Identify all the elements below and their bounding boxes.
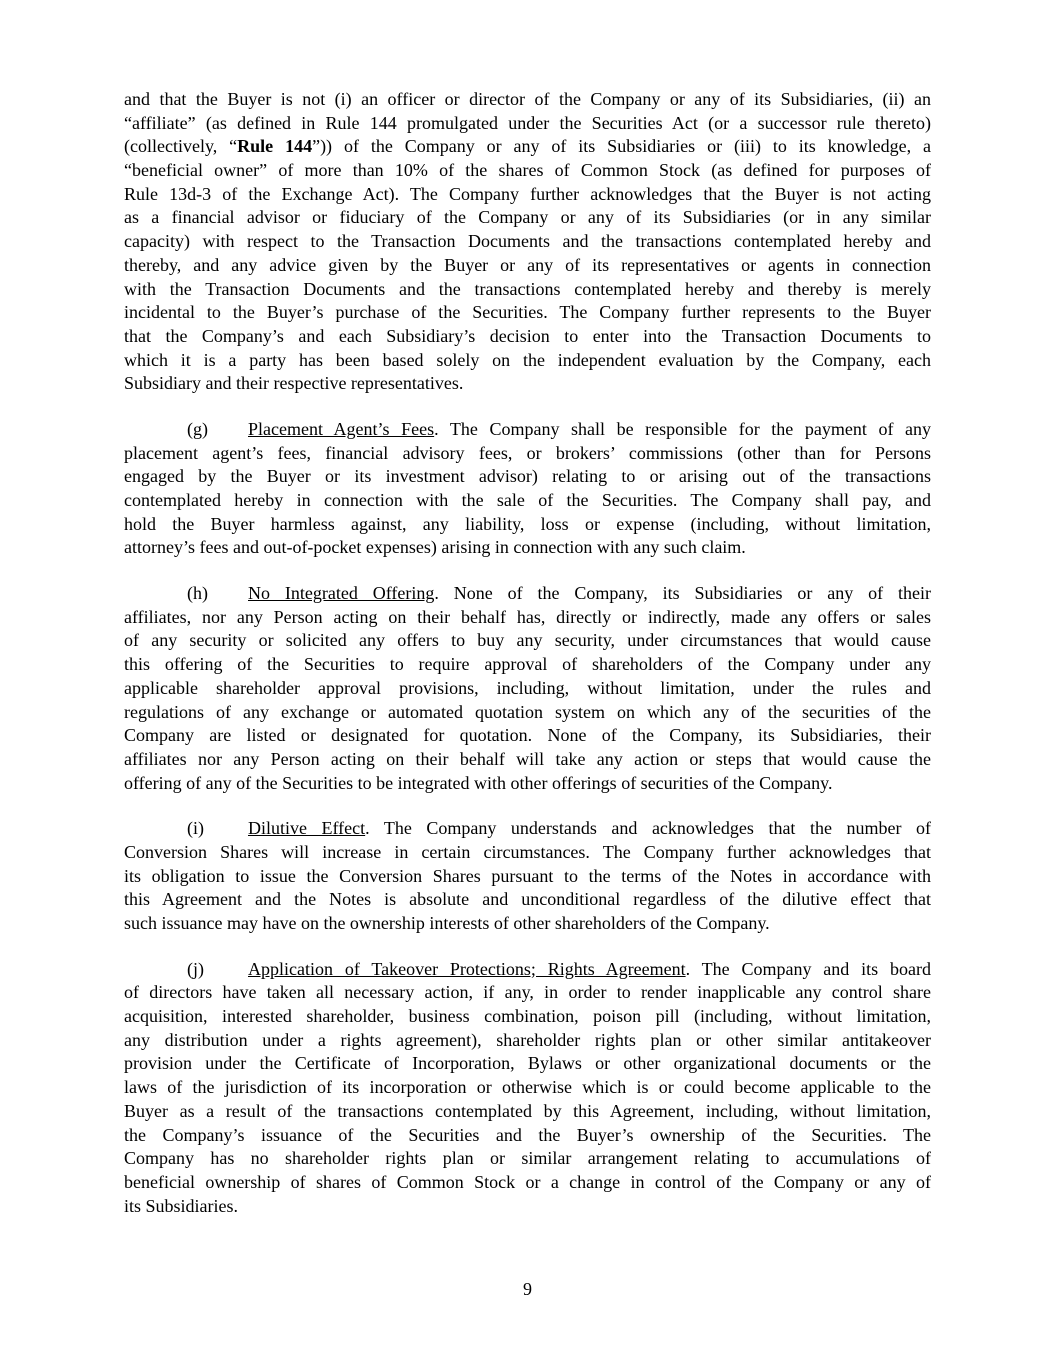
text-line	[124, 1005, 931, 1029]
text-run: laws of the jurisdiction of its incorporation or otherwise which is or could become applicable to the	[124, 1077, 931, 1098]
section-heading: Placement Agent’s Fees	[248, 418, 435, 439]
text-line	[124, 159, 931, 183]
text-run: offering of any of the Securities to be integrated with other offerings of securities of the Company.	[124, 772, 833, 793]
text-line	[124, 677, 931, 701]
text-line	[124, 489, 931, 513]
text-run: any distribution under a rights agreement), shareholder rights plan or other similar antitakeover	[124, 1029, 931, 1050]
section-i	[124, 817, 931, 935]
text-run: affiliates, nor any Person acting on their behalf has, directly or indirectly, made any offers or sales	[124, 606, 931, 627]
text-run: “beneficial owner” of more than 10% of the shares of Common Stock (as defined for purposes of	[124, 160, 931, 181]
text-line	[124, 536, 931, 560]
text-run: placement agent’s fees, financial advisory fees, or brokers’ commissions (other than for Persons	[124, 442, 931, 463]
text-run: . None of the Company, its Subsidiaries or any of their	[434, 583, 931, 604]
text-run: of directors have taken all necessary action, if any, in order to render inapplicable any control share	[124, 982, 931, 1003]
text-line	[124, 1076, 931, 1100]
text-run: and that the Buyer is not (i) an officer or director of the Company or any of its Subsidiaries, (ii) an	[124, 89, 931, 109]
text-run: Company are listed or designated for quotation. None of the Company, its Subsidiaries, their	[124, 725, 931, 746]
text-run: hold the Buyer harmless against, any liability, loss or expense (including, without limitation,	[124, 513, 931, 534]
text-run: Rule 13d-3 of the Exchange Act). The Company further acknowledges that the Buyer is not acting	[124, 183, 931, 204]
text-line	[124, 888, 931, 912]
text-line	[124, 1195, 931, 1219]
text-line	[124, 1052, 931, 1076]
text-line	[124, 817, 931, 841]
paragraph-continuation	[124, 88, 931, 396]
text-run: this Agreement and the Notes is absolute and unconditional regardless of the dilutive effect that	[124, 889, 931, 910]
defined-term: Rule 144	[237, 136, 313, 157]
text-line	[124, 701, 931, 725]
text-line	[124, 981, 931, 1005]
text-run: that the Company’s and each Subsidiary’s decision to enter into the Transaction Documents to	[124, 325, 931, 346]
text-run: the Company’s issuance of the Securities and the Buyer’s ownership of the Securities. The	[124, 1124, 931, 1145]
text-run: attorney’s fees and out-of-pocket expenses) arising in connection with any such claim.	[124, 537, 746, 558]
section-marker: (h)	[187, 583, 208, 604]
text-run: ”)) of the Company or any of its Subsidiaries or (iii) to its knowledge, a	[312, 136, 932, 157]
text-line	[124, 372, 931, 396]
text-run: contemplated hereby in connection with the sale of the Securities. The Company shall pay, and	[124, 490, 931, 510]
text-run: thereby, and any advice given by the Buyer or any of its representatives or agents in connection	[124, 254, 931, 275]
section-heading: Dilutive Effect	[248, 818, 366, 839]
section-marker: (i)	[187, 818, 204, 839]
text-line	[124, 865, 931, 889]
text-run: applicable shareholder approval provisions, including, without limitation, under the rules and	[124, 677, 931, 698]
text-line	[124, 1100, 931, 1124]
text-line	[124, 582, 931, 606]
text-line	[124, 772, 931, 796]
text-line	[124, 254, 931, 278]
text-run: such issuance may have on the ownership interests of other shareholders of the Company.	[124, 913, 770, 933]
text-line	[124, 135, 931, 159]
text-run: Buyer as a result of the transactions contemplated by this Agreement, including, without limitation,	[124, 1100, 931, 1121]
text-line	[124, 325, 931, 349]
text-line	[124, 230, 931, 254]
text-line	[124, 606, 931, 630]
section-marker: (g)	[187, 418, 208, 439]
text-run: beneficial ownership of shares of Common Stock or a change in control of the Company or any of	[124, 1171, 931, 1192]
text-run: Subsidiary and their respective representatives.	[124, 373, 464, 394]
text-run: engaged by the Buyer or its investment advisor) relating to or arising out of the transactions	[124, 466, 931, 487]
text-run: . The Company shall be responsible for the payment of any	[434, 418, 932, 439]
text-run: “affiliate” (as defined in Rule 144 promulgated under the Securities Act (or a successor rule thereto)	[124, 112, 931, 133]
text-line	[124, 1147, 931, 1171]
text-run: with the Transaction Documents and the transactions contemplated hereby and thereby is merely	[124, 278, 931, 299]
text-line	[124, 1124, 931, 1148]
text-run: which it is a party has been based solely on the independent evaluation by the Company, each	[124, 349, 931, 370]
text-line	[124, 513, 931, 537]
section-heading: No Integrated Offering	[248, 583, 435, 604]
text-line	[124, 278, 931, 302]
text-line	[124, 112, 931, 136]
text-run: . The Company and its board	[685, 958, 931, 979]
text-run: Conversion Shares will increase in certain circumstances. The Company further acknowledges that	[124, 841, 931, 862]
text-run: (collectively, “	[124, 136, 238, 157]
text-line	[124, 653, 931, 677]
section-marker: (j)	[187, 958, 204, 979]
document-body	[124, 88, 931, 1240]
text-line	[124, 912, 931, 936]
text-run: provision under the Certificate of Incorporation, Bylaws or other organizational documents or the	[124, 1053, 931, 1074]
section-g	[124, 418, 931, 560]
text-line	[124, 629, 931, 653]
section-h	[124, 582, 931, 795]
text-run: affiliates nor any Person acting on their behalf will take any action or steps that would cause the	[124, 748, 931, 769]
text-line	[124, 724, 931, 748]
text-line	[124, 465, 931, 489]
page-number: 9	[523, 1279, 532, 1299]
text-line	[124, 1029, 931, 1053]
text-line	[124, 841, 931, 865]
text-line	[124, 301, 931, 325]
text-run: this offering of the Securities to require approval of shareholders of the Company under any	[124, 654, 931, 675]
text-run: Company has no shareholder rights plan or similar arrangement relating to accumulations of	[124, 1148, 931, 1169]
text-run: regulations of any exchange or automated quotation system on which any of the securities of the	[124, 701, 931, 722]
text-line	[124, 206, 931, 230]
text-line	[124, 418, 931, 442]
text-run: acquisition, interested shareholder, business combination, poison pill (including, without limitation,	[124, 1006, 931, 1027]
text-line	[124, 88, 931, 112]
section-heading: Application of Takeover Protections; Rights Agreement	[248, 958, 686, 979]
text-run: as a financial advisor or fiduciary of the Company or any of its Subsidiaries (or in any similar	[124, 207, 931, 228]
text-line	[124, 1171, 931, 1195]
text-run: its Subsidiaries.	[124, 1195, 239, 1216]
text-line	[124, 958, 931, 982]
text-run: incidental to the Buyer’s purchase of the Securities. The Company further represents to the Buyer	[124, 302, 931, 323]
text-run: of any security or solicited any offers to buy any security, under circumstances that would cause	[124, 630, 931, 651]
text-line	[124, 748, 931, 772]
text-run: its obligation to issue the Conversion Shares pursuant to the terms of the Notes in accordance with	[124, 865, 931, 886]
text-run: capacity) with respect to the Transaction Documents and the transactions contemplated hereby and	[124, 231, 931, 252]
text-line	[124, 183, 931, 207]
text-run: . The Company understands and acknowledges that the number of	[365, 818, 931, 839]
text-line	[124, 349, 931, 373]
section-j	[124, 958, 931, 1219]
text-line	[124, 442, 931, 466]
